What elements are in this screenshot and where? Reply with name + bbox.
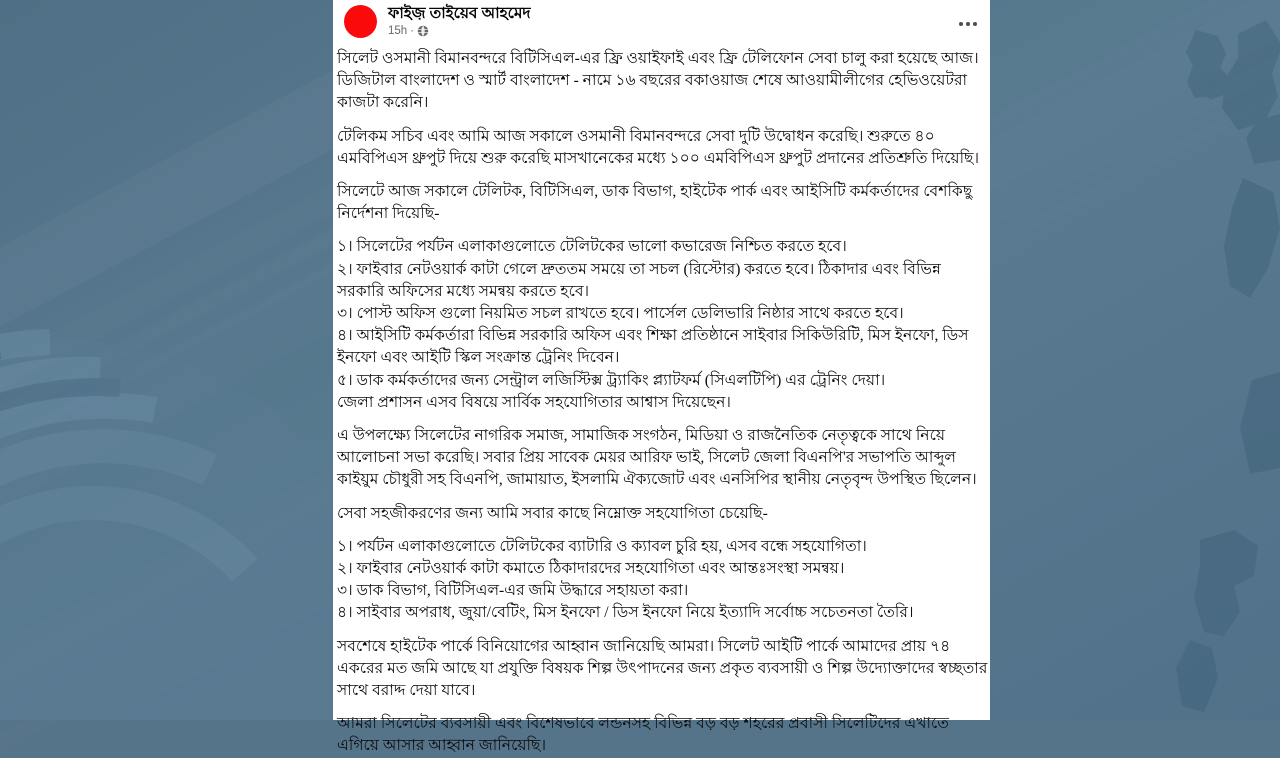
- directive-item: ১। সিলেটের পর্যটন এলাকাগুলোতে টেলিটকের ভালো কভারেজ নিশ্চিত করতে হবে।: [337, 238, 847, 256]
- ellipsis-icon-dot-3: [973, 22, 977, 26]
- facebook-post-card: [333, 0, 990, 755]
- post-paragraph: সবশেষে হাইটেক পার্কে বিনিয়োগের আহ্বান জানিয়েছি আমরা। সিলেট আইটি পার্কে আমাদের প্রায় ৭৪ একরের মত জমি আছে যা প্রযুক্তি বিষয়ক শিল্প উৎপাদনের জন্য প্রকৃত ব্যবসায়ী ও শিল্প উদ্যোক্তাদের স্বচ্ছতার সাথে বরাদ্দ দেয়া যাবে।: [337, 637, 988, 700]
- ellipsis-icon-dot-1: [959, 22, 963, 26]
- post-paragraph: আমরা সিলেটের ব্যবসায়ী এবং বিশেষভাবে লন্ডনসহ বিভিন্ন বড় বড় শহরের প্রবাসী সিলেটিদের এখাতে এগিয়ে আসার আহ্বান জানিয়েছি।: [337, 715, 949, 755]
- post-paragraph: সিলেটে আজ সকালে টেলিটক, বিটিসিএল, ডাক বিভাগ, হাইটেক পার্ক এবং আইসিটি কর্মকর্তাদের বেশকিছু নির্দেশনা দিয়েছি-: [337, 183, 973, 223]
- request-item: ১। পর্যটন এলাকাগুলোতে টেলিটকের ব্যাটারি ও ক্যাবল চুরি হয়, এসব বন্ধে সহযোগিতা।: [337, 537, 867, 555]
- request-item: ২। ফাইবার নেটওয়ার্ক কাটা কমাতে ঠিকাদারদের সহযোগিতা এবং আন্তঃসংস্থা সমন্বয়।: [337, 560, 845, 578]
- request-item: ৪। সাইবার অপরাধ, জুয়া/বেটিং, মিস ইনফো / ডিস ইনফো নিয়ে ইত্যাদি সর্বোচ্চ সচেতনতা তৈরি।: [337, 604, 914, 622]
- directive-item: ৩। পোস্ট অফিস গুলো নিয়মিত সচল রাখতে হবে। পার্সেল ডেলিভারি নিষ্ঠার সাথে করতে হবে।: [337, 305, 904, 323]
- meta-separator: ·: [410, 25, 415, 37]
- post-paragraph: সেবা সহজীকরণের জন্য আমি সবার কাছে নিম্নোক্ত সহযোগিতা চেয়েছি-: [337, 504, 768, 522]
- directive-item: ৪। আইসিটি কর্মকর্তারা বিভিন্ন সরকারি অফিস এবং শিক্ষা প্রতিষ্ঠানে সাইবার সিকিউরিটি, মিস ইনফো, ডিস ইনফো এবং আইটি স্কিল সংক্রান্ত ট্রেনিং দিবেন।: [337, 327, 969, 367]
- post-options-menu-button[interactable]: [954, 14, 982, 34]
- request-item: ৩। ডাক বিভাগ, বিটিসিএল-এর জমি উদ্ধারে সহায়তা করা।: [337, 582, 689, 600]
- author-name[interactable]: ফাইজ় তাইয়েব আহমেদ: [388, 5, 531, 22]
- post-paragraph: সিলেট ওসমানী বিমানবন্দরে বিটিসিএল-এর ফ্রি ওয়াইফাই এবং ফ্রি টেলিফোন সেবা চালু করা হয়েছে আজ। ডিজিটাল বাংলাদেশ ও স্মার্ট বাংলাদেশ - নামে ১৬ বছরের বকাওয়াজ শেষে আওয়ামীলীগের হেভিওয়েটরা কাজটা করেনি।: [337, 50, 979, 112]
- ellipsis-icon-dot-2: [966, 22, 970, 26]
- directive-item: জেলা প্রশাসন এসব বিষয়ে সার্বিক সহযোগিতার আশ্বাস দিয়েছেন।: [337, 393, 731, 411]
- post-paragraph: টেলিকম সচিব এবং আমি আজ সকালে ওসমানী বিমানবন্দরে সেবা দুটি উদ্বোধন করেছি। শুরুতে ৪০ এমবিপিএস থ্রুপুট দিয়ে শুরু করেছি মাসখানেকের মধ্যে ১০০ এমবিপিএস থ্রুপুট প্রদানের প্রতিশ্রুতি দিয়েছি।: [337, 127, 980, 167]
- directive-item: ২। ফাইবার নেটওয়ার্ক কাটা গেলে দ্রুততম সময়ে তা সচল (রিস্টোর) করতে হবে। ঠিকাদার এবং বিভিন্ন সরকারি অফিসের মধ্যে সমন্বয় করতে হবে।: [337, 260, 941, 300]
- post-header: [333, 0, 990, 48]
- directive-item: ৫। ডাক কর্মকর্তাদের জন্য সেন্ট্রাল লজিস্টিক্স ট্র্যাকিং প্ল্যাটফর্ম (সিএলটিপি) এর ট্রেনিং দেয়া।: [337, 371, 886, 389]
- globe-icon[interactable]: [417, 25, 429, 37]
- avatar[interactable]: [344, 5, 377, 38]
- post-body-text: [333, 48, 990, 758]
- post-timestamp[interactable]: 15h: [388, 25, 408, 37]
- post-paragraph: এ উপলক্ষ্যে সিলেটের নাগরিক সমাজ, সামাজিক সংগঠন, মিডিয়া ও রাজনৈতিক নেতৃত্বকে সাথে নিয়ে আলোচনা সভা করেছি। সবার প্রিয় সাবেক মেয়র আরিফ ভাই, সিলেট জেলা বিএনপি'র সভাপতি আব্দুল কাইয়ুম চৌধুরী সহ বিএনপি, জামায়াত, ইসলামি ঐক্যজোট এবং এনসিপির স্থানীয় নেতৃবৃন্দ উপস্থিত ছিলেন।: [337, 427, 977, 489]
- post-meta-row: [388, 24, 530, 38]
- post-author-block: [388, 4, 530, 38]
